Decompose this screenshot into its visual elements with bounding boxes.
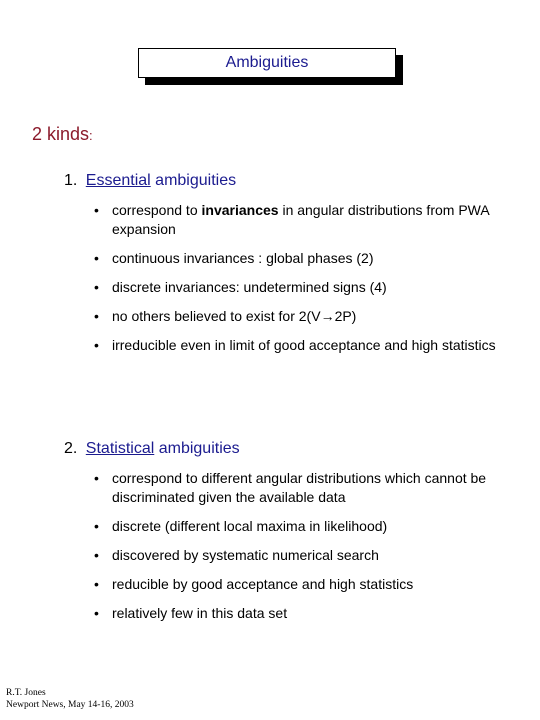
bullet-dot: •: [94, 605, 99, 621]
section-2-bullet: [94, 469, 514, 507]
footer-author: R.T. Jones: [6, 688, 46, 698]
bullet-dot: •: [94, 518, 99, 534]
bullet-text: continuous invariances : global phases (2): [112, 250, 374, 266]
title-box: [138, 48, 396, 78]
section-2-number: 2.: [64, 440, 78, 457]
section-1-bullet: [94, 336, 514, 355]
bullet-dot: •: [94, 337, 99, 353]
bullet-dot: •: [94, 202, 99, 218]
section-1-bullet: [94, 249, 514, 268]
bullet-dot: •: [94, 547, 99, 563]
kinds-label: 2 kinds: [32, 124, 90, 144]
section-2-bullet: [94, 517, 514, 536]
bullet-text: in angular distributions from PWA expansion: [112, 202, 489, 237]
bullet-text: correspond to different angular distributions which cannot be discriminated given the available data: [112, 470, 487, 505]
bullet-dot: •: [94, 308, 99, 324]
bullet-text: 2P): [334, 308, 357, 324]
bullet-text: discrete (different local maxima in likelihood): [112, 518, 388, 534]
section-1-heading: [64, 172, 236, 190]
bullet-bold-text: invariances: [201, 202, 279, 218]
bullet-text: irreducible even in limit of good acceptance and high statistics: [112, 337, 496, 353]
footer: [6, 687, 134, 711]
bullet-text: no others believed to exist for 2(V: [112, 308, 321, 324]
section-2-bullet: [94, 575, 514, 594]
section-1-keyword: Essential: [85, 172, 151, 189]
section-1-bullet-list: [94, 201, 514, 365]
slide-title: Ambiguities: [225, 54, 309, 71]
section-2-bullet: [94, 546, 514, 565]
section-1-bullet: [94, 278, 514, 297]
section-2-heading: [64, 440, 240, 458]
bullet-text: discrete invariances: undetermined signs (4): [112, 279, 387, 295]
bullet-dot: •: [94, 250, 99, 266]
section-1-bullet: [94, 201, 514, 239]
kinds-colon: :: [89, 128, 93, 143]
section-2-rest: ambiguities: [158, 440, 240, 457]
section-1-bullet: [94, 307, 514, 326]
bullet-dot: •: [94, 470, 99, 486]
section-2-bullet: [94, 604, 514, 623]
arrow-symbol: →: [320, 308, 335, 324]
section-1-number: 1.: [64, 172, 78, 189]
kinds-heading: [32, 124, 93, 145]
bullet-dot: •: [94, 279, 99, 295]
section-1-rest: ambiguities: [155, 172, 237, 189]
section-2-bullet-list: [94, 469, 514, 633]
section-2-keyword: Statistical: [85, 440, 155, 457]
bullet-dot: •: [94, 576, 99, 592]
bullet-text: correspond to: [112, 202, 202, 218]
bullet-text: reducible by good acceptance and high statistics: [112, 576, 414, 592]
footer-venue: Newport News, May 14-16, 2003: [6, 700, 134, 710]
bullet-text: discovered by systematic numerical search: [112, 547, 379, 563]
bullet-text: relatively few in this data set: [112, 605, 288, 621]
